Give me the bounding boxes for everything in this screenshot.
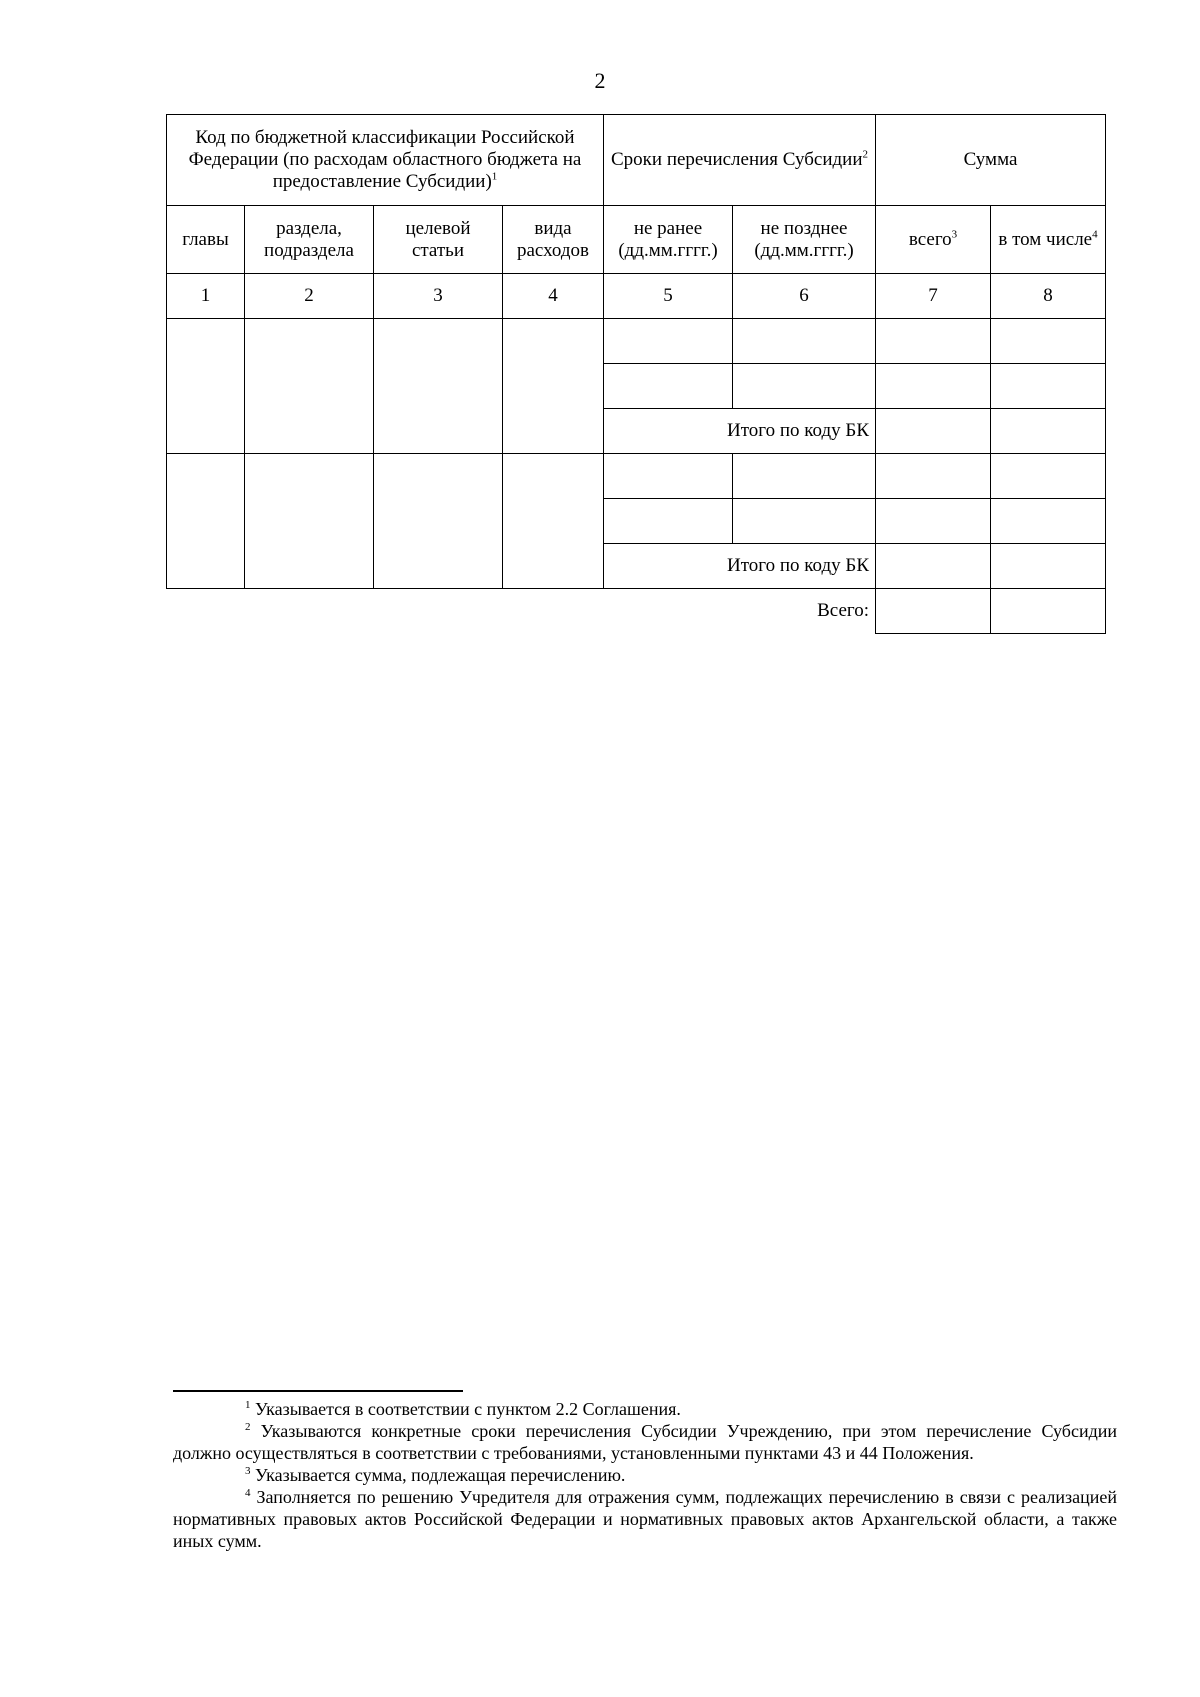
cell-total [876, 364, 991, 409]
cell-including [991, 409, 1106, 454]
footnote-mark: 2 [245, 1421, 251, 1433]
column-number: 6 [733, 274, 876, 319]
subheader-total [876, 206, 991, 274]
cell-target [374, 319, 503, 454]
cell-expense-type [503, 319, 604, 454]
subheader-target: целевой статьи [374, 206, 503, 274]
footnote-text: Указывается в соответствии с пунктом 2.2 Соглашения. [255, 1399, 681, 1419]
grand-total-row [167, 589, 1106, 634]
footnote-ref-3: 3 [951, 228, 958, 241]
cell-target [374, 454, 503, 589]
page-number: 2 [594, 68, 606, 93]
cell-not-earlier [604, 454, 733, 499]
table-row [167, 454, 1106, 499]
cell-chapter [167, 319, 245, 454]
header-bk-code [167, 115, 604, 206]
column-numbers-row [167, 274, 1106, 319]
subheader-section: раздела, подраздела [245, 206, 374, 274]
cell-section [245, 319, 374, 454]
column-number: 2 [245, 274, 374, 319]
cell-not-later [733, 364, 876, 409]
subsidy-transfer-table [166, 114, 1106, 634]
cell-total [876, 319, 991, 364]
subheader-not-earlier: не ранее (дд.мм.гггг.) [604, 206, 733, 274]
grand-total-label: Всего: [817, 600, 869, 622]
footnote-ref-1: 1 [491, 170, 498, 183]
header-sum: Сумма [876, 115, 1106, 206]
cell-not-later [733, 499, 876, 544]
column-number: 1 [167, 274, 245, 319]
table-row [167, 319, 1106, 364]
cell-total [876, 409, 991, 454]
footnote-ref-4: 4 [1092, 228, 1098, 241]
cell-chapter [167, 454, 245, 589]
cell-not-later [733, 319, 876, 364]
cell-total [876, 499, 991, 544]
subheader-including-text: в том числе [998, 228, 1093, 250]
footnote [173, 1464, 1117, 1486]
footnote [173, 1398, 1117, 1420]
footnote-ref-2: 2 [862, 148, 868, 161]
table-subheader-row [167, 206, 1106, 274]
column-number: 8 [991, 274, 1106, 319]
header-bk-code-text: Код по бюджетной классификации Российской Федерации (по расходам областного бюджета на предоставление Субсидии) [188, 127, 582, 192]
subheader-chapter: главы [167, 206, 245, 274]
subheader-total-text: всего [908, 228, 952, 250]
cell-grand-including [991, 589, 1106, 634]
cell-including [991, 364, 1106, 409]
cell-including [991, 544, 1106, 589]
subtotal-label: Итого по коду БК [604, 409, 876, 454]
footnote-text: Указываются конкретные сроки перечисления Субсидии Учреждению, при этом перечисление Субсидии должно осуществляться в соответствии с требованиями, установленными пунктами 43 и 44 Положения. [173, 1421, 1118, 1463]
cell-including [991, 454, 1106, 499]
footnote [173, 1420, 1117, 1464]
footnote-mark: 1 [245, 1399, 251, 1411]
footnote-text: Заполняется по решению Учредителя для отражения сумм, подлежащих перечислению в связи с реализацией нормативных правовых актов Российской Федерации и нормативных правовых актов Архангельской области, а также иных сумм. [173, 1487, 1118, 1551]
cell-including [991, 319, 1106, 364]
column-number: 3 [374, 274, 503, 319]
header-transfer-terms [604, 115, 876, 206]
column-number: 4 [503, 274, 604, 319]
subheader-expense-type: вида расходов [503, 206, 604, 274]
cell-not-earlier [604, 319, 733, 364]
cell-section [245, 454, 374, 589]
footnotes [173, 1398, 1117, 1552]
cell-not-earlier [604, 499, 733, 544]
header-transfer-terms-text: Сроки перечисления Субсидии [611, 149, 863, 170]
cell-grand-total [876, 589, 991, 634]
column-number: 7 [876, 274, 991, 319]
subtotal-label: Итого по коду БК [604, 544, 876, 589]
cell-including [991, 499, 1106, 544]
cell-expense-type [503, 454, 604, 589]
cell-not-later [733, 454, 876, 499]
cell-total [876, 544, 991, 589]
footnote-mark: 3 [245, 1465, 251, 1477]
table-header-row [167, 115, 1106, 206]
subheader-including [991, 206, 1106, 274]
footnote-separator [173, 1390, 463, 1392]
subheader-not-later: не позднее (дд.мм.гггг.) [733, 206, 876, 274]
column-number: 5 [604, 274, 733, 319]
footnote [173, 1486, 1117, 1552]
cell-not-earlier [604, 364, 733, 409]
footnote-text: Указывается сумма, подлежащая перечислению. [255, 1465, 626, 1485]
cell-total [876, 454, 991, 499]
footnote-mark: 4 [245, 1487, 251, 1499]
